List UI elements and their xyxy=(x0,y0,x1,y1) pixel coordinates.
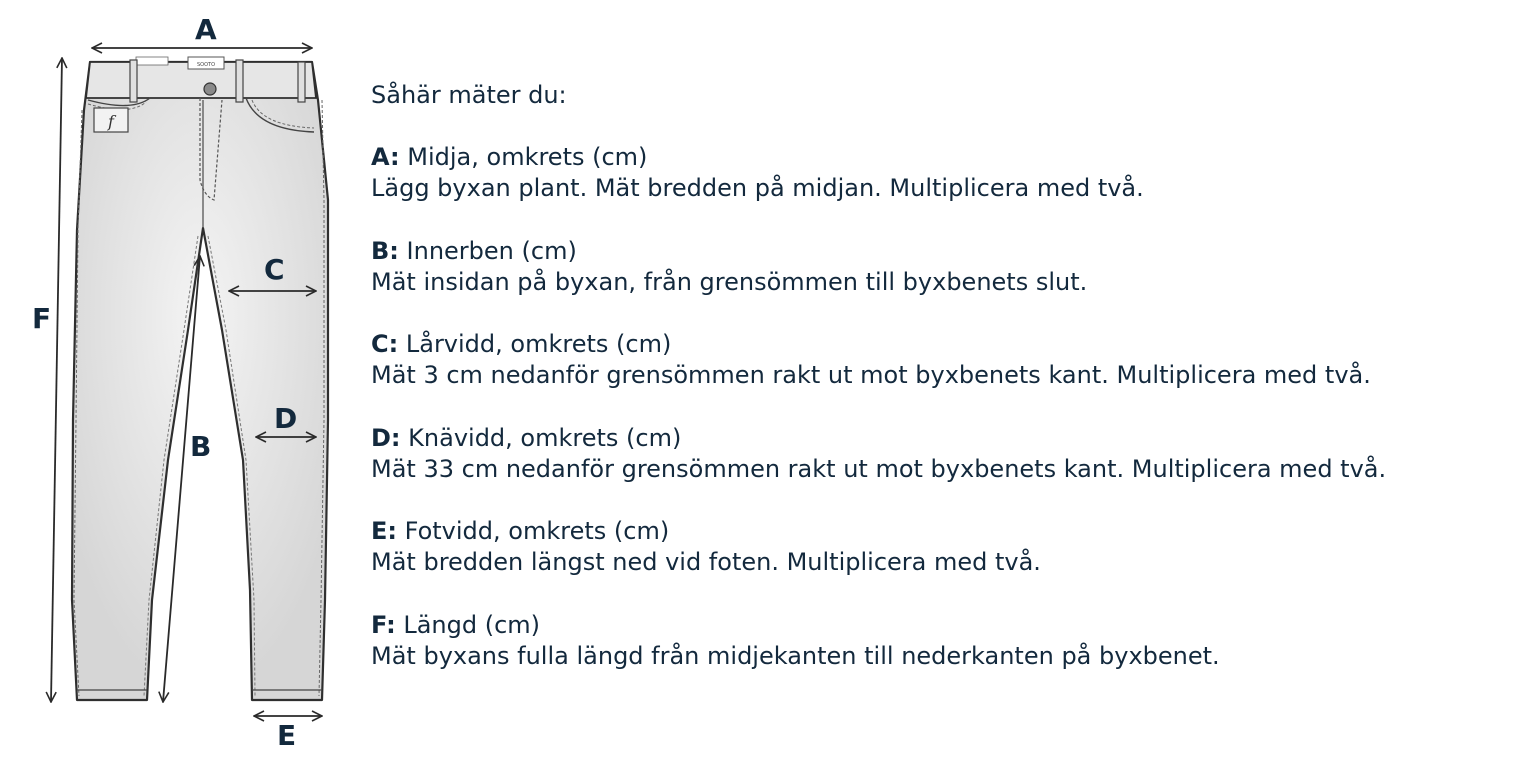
measurement-title: Innerben (cm) xyxy=(406,236,577,265)
measurement-key: C: xyxy=(371,330,399,358)
brand-label-text: SOOTO xyxy=(196,62,216,68)
letter-d: D xyxy=(274,402,298,435)
measurement-entry-d xyxy=(371,423,1501,485)
button xyxy=(204,83,216,95)
measurement-description: Mät 3 cm nedanför grensömmen rakt ut mot byxbenets kant. Multiplicera med två. xyxy=(371,361,1371,389)
measurement-entry-c xyxy=(371,329,1501,391)
letter-e: E xyxy=(277,719,297,752)
measurement-description: Mät 33 cm nedanför grensömmen rakt ut mot byxbenets kant. Multiplicera med två. xyxy=(371,454,1387,483)
measurement-description: Lägg byxan plant. Mät bredden på midjan. Multiplicera med två. xyxy=(371,174,1144,202)
measurement-title: Knävidd, omkrets (cm) xyxy=(408,423,682,452)
measurement-title: Fotvidd, omkrets (cm) xyxy=(404,517,670,545)
measurement-entry-f xyxy=(371,610,1501,672)
arrow-f xyxy=(51,58,62,702)
measurement-instructions xyxy=(371,80,1501,703)
measurement-entry-b xyxy=(371,236,1501,298)
letter-c: C xyxy=(264,253,285,286)
measurement-title: Midja, omkrets (cm) xyxy=(407,143,648,171)
measurement-description: Mät insidan på byxan, från grensömmen till byxbenets slut. xyxy=(371,267,1088,296)
letter-a: A xyxy=(195,13,217,46)
measurement-description: Mät bredden längst ned vid foten. Multiplicera med två. xyxy=(371,548,1041,576)
measurement-key: D: xyxy=(371,423,401,452)
jeans-measurement-figure xyxy=(0,0,360,766)
measurement-key: A: xyxy=(371,143,400,171)
measurement-title: Längd (cm) xyxy=(403,610,541,639)
measurement-key: F: xyxy=(371,610,396,639)
letter-f: F xyxy=(32,302,52,335)
intro-text: Såhär mäter du: xyxy=(371,81,567,109)
measurement-key: E: xyxy=(371,517,397,545)
jeans-illustration xyxy=(0,0,360,766)
svg-text:f: f xyxy=(108,112,114,131)
measurement-key: B: xyxy=(371,236,399,265)
letter-b: B xyxy=(190,430,212,463)
measurement-description: Mät byxans fulla längd från midjekanten till nederkanten på byxbenet. xyxy=(371,641,1220,670)
measurement-entry-a xyxy=(371,142,1501,204)
jeans-body xyxy=(72,62,328,700)
measurement-title: Lårvidd, omkrets (cm) xyxy=(405,330,672,358)
measurement-entry-e xyxy=(371,516,1501,578)
